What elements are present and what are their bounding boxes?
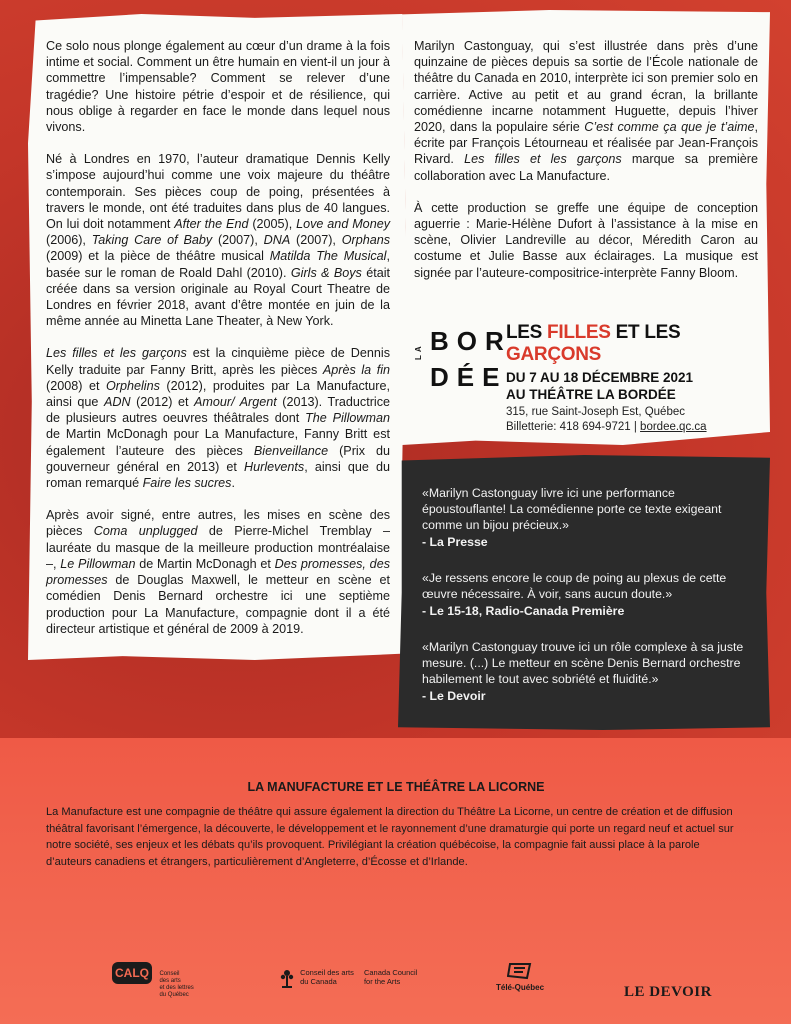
paragraph: À cette production se greffe une équipe de conception aguerrie : Marie-Hélène Dufort à l’assistance à la mise en scène, Olivier Landreville au décor, Méredith Caron au costume et Julie Basse aux éclairages. La musique est signée par l’auteure-compositrice-interprète Fanny Bloom. (414, 200, 758, 280)
calq-badge: CALQ (112, 962, 152, 984)
show-title: LES FILLES ET LES GARÇONS (506, 322, 681, 365)
logo-line-1: BOR (430, 326, 512, 356)
review-source: - Le 15-18, Radio-Canada Première (422, 604, 625, 618)
show-info (506, 322, 766, 435)
telequebec-logo: Télé-Québec (496, 962, 544, 992)
reviews-list (422, 485, 752, 724)
review-source: - La Presse (422, 535, 488, 549)
right-column (414, 38, 758, 297)
paragraph: Les filles et les garçons est la cinquième pièce de Dennis Kelly traduite par Fanny Britt, après les pièces Après la fin (2008) et Orphelins (2012), produites par La Manufacture, ainsi que ADN (2012) et Amour/ Argent (2013). Traductrice de plusieurs autres oeuvres théâtrales dont The Pillowman de Martin McDonagh pour La Manufacture, Fanny Britt est également l’auteure des pièces Bienveillance (Prix du gouverneur général en 2013) et Hurlevents, ainsi que du roman remarqué Faire les sucres. (46, 346, 391, 491)
review-quote: «Marilyn Castonguay livre ici une performance époustouflante! La comédienne porte ce texte exigeant comme un bijou précieux.» - La Presse (422, 485, 752, 550)
telequebec-icon (507, 962, 533, 980)
paragraph: Né à Londres en 1970, l’auteur dramatique Dennis Kelly s’impose aujourd’hui comme une voix majeure du théâtre contemporain. Ses pièces coup de poing, présentées à travers le monde, ont été traduites dans plus de 40 langues. On lui doit notamment After the End (2005), Love and Money (2006), Taking Care of Baby (2007), DNA (2007), Orphans (2009) et la pièce de théâtre musical Matilda The Musical, basée sur le roman de Roald Dahl (2010). Girls & Boys était créée dans sa version originale au Royal Court Theatre de Londres en février 2018, avant d’être montée en juin de la même année au Minetta Lane Theater, à New York. (46, 152, 391, 329)
review-quote: «Marilyn Castonguay trouve ici un rôle complexe à sa juste mesure. (...) Le metteur en scène Denis Bernard orchestre habilement le tout avec sobriété et fluidité.» - Le Devoir (422, 639, 752, 704)
calq-logo: CALQ Conseil des arts et des lettres du Québec (112, 962, 194, 999)
le-devoir-logo: LE DEVOIR (624, 984, 712, 1000)
paragraph: Ce solo nous plonge également au cœur d’un drame à la fois intime et social. Comment un être humain en vient-il un jour à commettre l’impensable? Comment se relever d’une tragédie? Une histoire pétrie d’espoir et de résilience, qui nous oblige à regarder en face le monde dans lequel nous vivons. (46, 39, 390, 135)
left-column (46, 38, 390, 653)
show-address: 315, rue Saint-Joseph Est, Québec Billetterie: 418 694-9721 | bordee.qc.ca (506, 406, 707, 433)
logo-line-2: DÉE (430, 362, 508, 392)
paragraph: Marilyn Castonguay, qui s’est illustrée dans près d’une quinzaine de pièces depuis sa sortie de l’École nationale de théâtre du Canada en 2010, interprète ici son premier solo en carrière. Active au petit et au grand écran, la brillante comédienne incarne notamment Huguette, depuis l’hiver 2020, dans la populaire série C’est comme ça que je t’aime, écrite par François Létourneau et réalisée par Jean-François Rivard. Les filles et les garçons marque sa première collaboration avec La Manufacture. (414, 39, 759, 183)
about-section (46, 780, 746, 870)
review-quote: «Je ressens encore le coup de poing au plexus de cette œuvre nécessaire. À voir, sans aucun doute.» - Le 15-18, Radio-Canada Première (422, 570, 752, 619)
about-body: La Manufacture est une compagnie de théâtre qui assure également la direction du Théâtre La Licorne, un centre de création et de diffusion théâtral favorisant l’émergence, la découverte, le développement et le rayonnement d’une dramaturgie qui porte un regard neuf et actuel sur notre société, ses enjeux et les débats qu’ils provoquent. Privilégiant la création québécoise, la compagnie fait aussi place à la parole d’auteurs canadiens et étrangers, particulièrement d’Angleterre, d’Écosse et d’Irlande. (46, 806, 734, 868)
about-title: LA MANUFACTURE ET LE THÉÂTRE LA LICORNE (247, 780, 545, 794)
canada-council-logo: Conseil des arts du Canada Canada Council for the Arts (280, 968, 417, 990)
review-source: - Le Devoir (422, 689, 486, 703)
la-bordee-logo (410, 322, 512, 428)
paragraph: Après avoir signé, entre autres, les mises en scène des pièces Coma unplugged de Pierre-Michel Tremblay – lauréate du masque de la meilleure production montréalaise –, Le Pillowman de Martin McDonagh et Des promesses, des promesses de Douglas Maxwell, le metteur en scène et comédien Denis Bernard orchestre ici une septième production pour La Manufacture, compagnie dont il a été directeur artistique et général de 2009 à 2019. (46, 508, 390, 636)
show-dates: DU 7 AU 18 DÉCEMBRE 2021 AU THÉÂTRE LA BORDÉE (506, 370, 694, 402)
canada-council-emblem-icon (280, 968, 294, 990)
website-link[interactable]: bordee.qc.ca (640, 421, 707, 433)
logo-la: LA (414, 343, 423, 361)
sponsor-logos (0, 962, 791, 1002)
